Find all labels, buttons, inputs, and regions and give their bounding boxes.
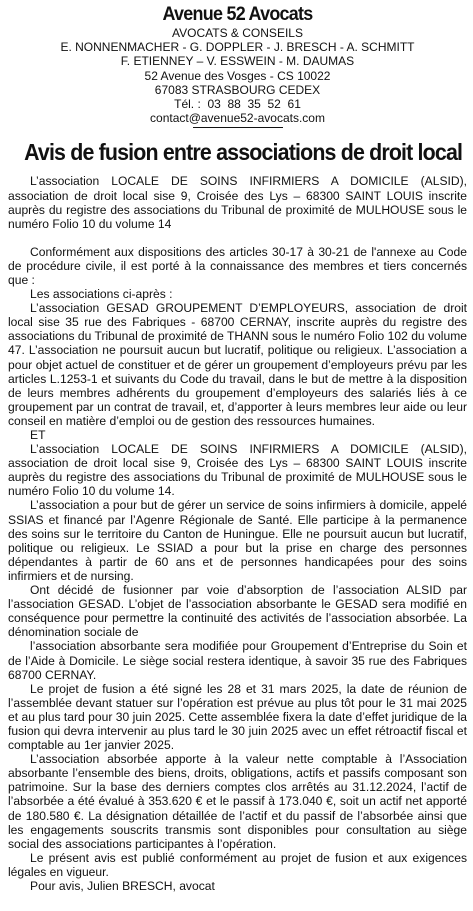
firm-name: Avenue 52 Avocats xyxy=(162,3,313,25)
paragraph-gesad: L’association GESAD GROUPEMENT D’EMPLOYEURS, association de droit local sise 35 rue des Fabriques - 68700 CERNAY, inscrite auprès du registre des associations du Tribunal de proximité de THANN sous le numéro Folio 102 du volume 47. L’association ne poursuit aucun but lucratif, politique ou religieux. L’association a pour objet actuel de constituer et de gérer un groupement d’employeurs prévu par les articles L.1253-1 et suivants du Code du travail, dans le but de mettre à la disposition de leurs membres adhérents du groupement d’employeurs des salariés liés à ce groupement par un contrat de travail, et, d’apporter à leurs membres leur aide ou leur conseil en matière d’emploi ou de gestion des ressources humaines. xyxy=(8,301,467,428)
paragraph-new-name: l’association absorbante sera modifiée pour Groupement d’Entreprise du Soin et de l’Aide à Domicile. Le siège social restera identique, à savoir 35 rue des Fabriques 68700 CERNAY. xyxy=(8,639,467,682)
firm-email: contact@avenue52-avocats.com xyxy=(150,111,325,126)
paragraph-merger-dates: Le projet de fusion a été signé les 28 et 31 mars 2025, la date de réunion de l’assemblée devant statuer sur l’opération est prévue au plus tôt pour le 31 mai 2025 et au plus tard pour 30 juin 2025. Cette assemblée fixera la date d’effet juridique de la fusion qui devra intervenir au plus tard le 30 juin 2025 avec un effet rétroactif fiscal et comptable au 1er janvier 2025. xyxy=(8,681,467,753)
firm-partners-line-2: F. ETIENNEY – V. ESSWEIN - M. DAUMAS xyxy=(120,54,355,69)
paragraph-alsid-purpose: L’association a pour but de gérer un service de soins infirmiers à domicile, appelé SSIAS et financé par l’Agenre Régionale de Santé. Elle participe à la permanence des soins sur le territoire du Canton de Huningue. Elle ne poursuit aucun but lucratif, politique ou religieux. Le SSIAD a pour but la prise en charge des personnes dépendantes à partir de 60 ans et de personnes handicapées pour des soins infirmiers et de nursing. xyxy=(8,498,467,583)
paragraph-associations-lead: Les associations ci-après : xyxy=(30,287,173,302)
firm-address-line-1: 52 Avenue des Vosges - CS 10022 xyxy=(144,68,331,83)
header-divider xyxy=(193,127,283,128)
paragraph-assets: L’association absorbée apporte à la valeur nette comptable à l’Association absorbante l’ensemble des biens, droits, obligations, actifs et passifs composant son patrimoine. Sur la base des derniers comptes clos arrêtés au 31.12.2024, l’actif de l’absorbée a été évalué à 353.620 € et le passif à 173.040 €, soit un actif net apporté de 180.580 €. La désignation détaillée de l’actif et du passif de l’absorbée ainsi que les engagements souscrits transmis sont disponibles pour consultation au siège social des associations participantes à l’opération. xyxy=(8,752,467,851)
paragraph-merger-decision: Ont décidé de fusionner par voie d’absorption de l’association ALSID par l’association GESAD. L’objet de l’association absorbante le GESAD sera modifié en conséquence pour permettre la continuité des activités de l’association absorbée. La dénomination sociale de xyxy=(8,583,467,640)
paragraph-intro: L’association LOCALE DE SOINS INFIRMIERS A DOMICILE (ALSID), association de droit local sise 9, Croisée des Lys – 68300 SAINT LOUIS inscrite auprès du registre des associations du Tribunal de proximité de MULHOUSE sous le numéro Folio 10 du volume 14 xyxy=(8,174,467,231)
notice-title: Avis de fusion entre associations de droit local xyxy=(24,139,463,166)
firm-phone: Tél. : 03 88 35 52 61 xyxy=(174,97,301,112)
firm-partners-line-1: E. NONNENMACHER - G. DOPPLER - J. BRESCH - A. SCHMITT xyxy=(60,40,415,55)
paragraph-legal-basis: Conformément aux dispositions des articles 30-17 à 30-21 de l'annexe au Code de procédure civile, il est porté à la connaissance des membres et tiers concernés que : xyxy=(8,244,467,287)
firm-address-line-2: 67083 STRASBOURG CEDEX xyxy=(154,82,321,97)
paragraph-signature: Pour avis, Julien BRESCH, avocat xyxy=(30,879,215,894)
paragraph-publication: Le présent avis est publié conformément au projet de fusion et aux exigences légales en vigueur. xyxy=(8,850,467,879)
notice-body xyxy=(8,174,467,893)
paragraph-alsid: L’association LOCALE DE SOINS INFIRMIERS A DOMICILE (ALSID), association de droit local sise 9, Croisée des Lys – 68300 SAINT LOUIS inscrite auprès du registre des associations du Tribunal de proximité de MULHOUSE sous le numéro Folio 10 du volume 14. xyxy=(8,442,467,499)
firm-header xyxy=(8,26,467,125)
paragraph-and: ET xyxy=(30,428,46,443)
firm-subtitle: AVOCATS & CONSEILS xyxy=(172,26,303,40)
